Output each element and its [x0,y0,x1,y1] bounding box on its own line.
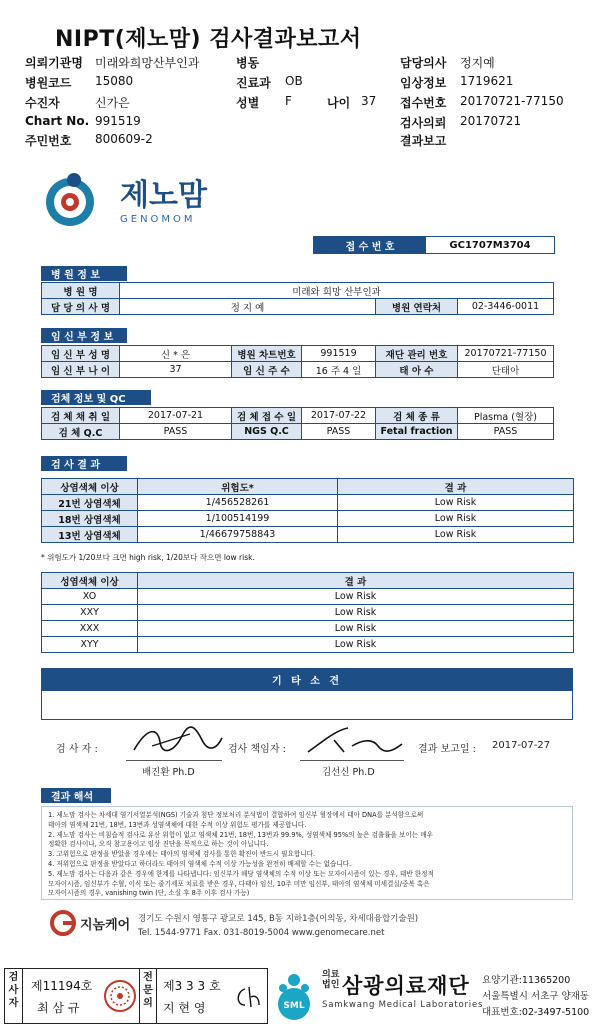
mother-table [41,345,554,378]
sml-logo-icon [274,970,316,1022]
org-type: 의료법인 [322,970,340,990]
tester-column-label: 검사자 [5,969,23,1023]
result-value: Low Risk [138,589,574,605]
genomecare-logo-icon [50,910,76,936]
org-phone: 대표번호:02-3497-5100 [482,1007,590,1018]
table-row [42,362,554,378]
karyotype-label: XYY [42,637,138,653]
column-header: 위험도* [138,479,338,495]
table-row [42,511,574,527]
hospital-table [41,282,554,315]
risk-value: 1/456528261 [138,495,338,511]
header-key: 나이 [327,96,351,110]
section-hospital: 병 원 정 보 [41,266,127,281]
nipt-report [18,166,594,942]
report-date-label: 결과 보고일 : [418,744,477,755]
section-qc: 검체 정보 및 QC [41,390,151,405]
footer-contact-line: Tel. 1544-9771 Fax. 031-8019-5004 www.genomecare.net [138,928,385,938]
header-value: 991519 [95,114,141,128]
fetal-fraction-value: PASS [458,424,554,440]
header-row [0,132,609,152]
header-key: 접수번호 [400,96,447,110]
ngs-qc-label: NGS Q.C [232,424,302,440]
fetal-fraction-label: Fetal fraction [376,424,458,440]
interpretation-line: 2. 제노맘 검사는 비침습적 검사로 유산 위험이 없고 염색체 21번, 18번, 13번과 99.9%, 성염색체 95%의 높은 검출률을 보이는 매우 [48,830,433,839]
tester-stamp-name: 최 삼 규 [37,1001,80,1015]
tester-signature [130,722,226,758]
sml-logo-block [272,966,606,1026]
specimen-type-label: 검 체 종 류 [376,408,458,424]
qc-table [41,407,554,440]
specialist-license: 제3 3 3 호 [163,979,221,993]
age-label: 임 신 부 나 이 [42,362,120,378]
column-header: 성염색체 이상 [42,573,138,589]
interpretation-line: 3. 고위험으로 판정을 받았을 경우에는 태아의 염색체 검사를 통한 확진이 반드시 필요합니다. [48,850,316,859]
table-header-row [42,479,574,495]
tester-label: 검 사 자 : [56,744,98,755]
collect-value: 2017-07-21 [120,408,232,424]
chromosome-label: 21번 상염색체 [42,495,138,511]
request-number-box [313,236,555,254]
request-number-value: GC1707M3704 [449,239,531,251]
section-results: 검 사 결 과 [41,456,127,471]
signature-stamp-box [4,968,268,1024]
footer-address-line: 경기도 수원시 영통구 광교로 145, B동 지하1층(이의동, 차세대융합기술원) [138,914,419,924]
table-row [42,589,574,605]
section-interpretation: 결과 해석 [41,788,111,803]
other-findings-header: 기 타 소 견 [41,668,573,690]
header-key: 수진자 [25,96,60,110]
karyotype-label: XXY [42,605,138,621]
specialist-stamp-name: 지 현 영 [163,1001,206,1015]
header-key: 주민번호 [25,134,72,148]
header-value: F [285,94,292,108]
chromosome-label: 18번 상염색체 [42,511,138,527]
report-date-value: 2017-07-27 [492,740,551,751]
header-row [0,94,609,114]
footer-address [138,912,418,940]
header-key: 성별 [236,96,260,110]
chart-value: 991519 [302,346,376,362]
sex-chromosome-table [41,572,574,653]
fetus-label: 태 아 수 [376,362,458,378]
header-key: 임상정보 [400,76,447,90]
interpretation-text [41,806,573,900]
risk-value: 1/46679758843 [138,527,338,543]
aneuploidy-table [41,478,574,543]
genomom-logo [40,170,220,230]
header-key: 진료과 [236,76,271,90]
chart-label: 병원 차트번호 [232,346,302,362]
header-row [0,114,609,134]
interpretation-line: 정확한 검사이나, 오직 참고용이고 임상 진단을 목적으로 하는 것이 아닙니다. [48,840,269,849]
header-row [0,74,609,94]
logo-subtext: GENOMOM [120,214,196,225]
mgmt-value: 20170721-77150 [458,346,554,362]
table-row [42,424,554,440]
header-key: 병동 [236,56,260,70]
table-row [42,621,574,637]
header-value: OB [285,74,303,88]
age-value: 37 [120,362,232,378]
column-header: 상염색체 이상 [42,479,138,495]
table-header-row [42,573,574,589]
header-value: 미래와희망산부인과 [95,56,200,70]
header-value: 20170721 [460,114,522,128]
contact-value: 02-3446-0011 [458,299,554,315]
header-value: 1719621 [460,74,514,88]
collect-label: 검 체 채 취 일 [42,408,120,424]
mother-name: 신 * 은 [120,346,232,362]
request-number-label: 접 수 번 호 [314,237,426,253]
result-value: Low Risk [138,621,574,637]
result-value: Low Risk [138,605,574,621]
header-value: 800609-2 [95,132,153,146]
table-row [42,495,574,511]
org-english-name: Samkwang Medical Laboratories [322,1000,484,1010]
chromosome-label: 13번 상염색체 [42,527,138,543]
interpretation-line: 모자이시즘의 경우, vanishing twin (단, 소실 후 8주 이후 검사 가능) [48,889,250,898]
interpretation-line: 모자이시즘, 임신부가 수혈, 이식 또는 줄기세포 치료를 받은 경우, 다태아 임신, 10주 미만 임신부, 태아의 염색체 미세결실/중복 혹은 [48,879,430,888]
header-value: 37 [361,94,377,108]
column-header: 결 과 [138,573,574,589]
contact-label: 병원 연락처 [376,299,458,315]
chief-name: 김선신 Ph.D [322,767,375,778]
org-name: 삼광의료재단 [342,974,470,998]
header-key: 병원코드 [25,76,72,90]
tester-license: 제11194호 [31,979,93,993]
specialist-column-label: 전문의 [139,969,157,1023]
sml-badge-text: SML [283,1001,305,1011]
header-value: 20170721-77150 [460,94,564,108]
hospital-name-label: 병 원 명 [42,283,120,299]
doctor-label: 담 당 의 사 명 [42,299,120,315]
table-row [42,299,554,315]
table-row [42,527,574,543]
page-title: NIPT(제노맘) 검사결과보고서 [55,27,362,52]
org-address: 서울특별시 서초구 양재동 [482,991,589,1002]
chief-label: 검사 책임자 : [228,744,287,755]
table-row [42,605,574,621]
interpretation-line: 5. 제노맘 검사는 다음과 같은 경우에 한계를 나타냅니다: 임신부가 해당 염색체의 수적 이상 또는 모자이시즘이 있는 경우, 태반 한정적 [48,869,434,878]
org-code: 요양기관:11365200 [482,975,571,986]
risk-footnote: * 위험도가 1/20보다 크면 high risk, 1/20보다 작으면 low risk. [41,553,255,562]
karyotype-label: XO [42,589,138,605]
section-mother: 임 신 부 정 보 [41,328,127,343]
ngs-qc-value: PASS [302,424,376,440]
logo-text: 제노맘 [120,178,207,213]
specialist-signature [231,983,265,1013]
header-key: 결과보고 [400,134,447,148]
specimen-qc-label: 검 체 Q.C [42,424,120,440]
header-row [0,54,609,74]
header-value: 신가은 [95,96,130,110]
mother-name-label: 임 신 부 성 명 [42,346,120,362]
table-row [42,408,554,424]
header-value: 정지예 [460,56,495,70]
mgmt-label: 재단 관리 번호 [376,346,458,362]
header-key: Chart No. [25,114,90,128]
header-key: 담당의사 [400,56,447,70]
doctor-name: 정 지 예 [120,299,376,315]
interpretation-line: 태아의 염색체 21번, 18번, 13번과 성염색체에 대한 수적 이상 위험도 평가를 제공합니다. [48,820,307,829]
weeks-label: 임 신 주 수 [232,362,302,378]
genomom-logo-icon [40,170,110,230]
result-value: Low Risk [138,637,574,653]
fetus-value: 단태아 [458,362,554,378]
header-key: 의뢰기관명 [25,56,83,70]
hospital-name: 미래와 희망 산부인과 [120,283,554,299]
receive-label: 검 체 접 수 일 [232,408,302,424]
karyotype-label: XXX [42,621,138,637]
other-findings-box [41,690,573,720]
seal-stamp-icon [103,979,137,1013]
patient-header [0,52,609,152]
result-value: Low Risk [338,495,574,511]
risk-value: 1/100514199 [138,511,338,527]
result-value: Low Risk [338,527,574,543]
weeks-value: 16 주 4 일 [302,362,376,378]
table-row [42,346,554,362]
header-value: 15080 [95,74,134,88]
header-key: 검사의뢰 [400,116,447,130]
chief-signature [302,722,406,758]
interpretation-line: 1. 제노맘 검사는 차세대 염기서열분석(NGS) 기술과 첨단 정보처리 분석법이 결합하여 임신부 혈장에서 태아 DNA를 분석함으로써 [48,811,424,819]
signature-line [300,760,404,761]
interpretation-line: 4. 저위험으로 판정을 받았다고 하더라도 태아의 염색체 수적 이상 가능성을 완전히 배제할 수는 없습니다. [48,859,352,868]
tester-name: 배진환 Ph.D [142,767,195,778]
table-row [42,637,574,653]
specimen-qc-value: PASS [120,424,232,440]
signature-line [126,760,222,761]
column-header: 결 과 [338,479,574,495]
specimen-type-value: Plasma (혈장) [458,408,554,424]
receive-value: 2017-07-22 [302,408,376,424]
table-row [42,283,554,299]
genomecare-logo-text: 지놈케어 [80,918,131,933]
result-value: Low Risk [338,511,574,527]
